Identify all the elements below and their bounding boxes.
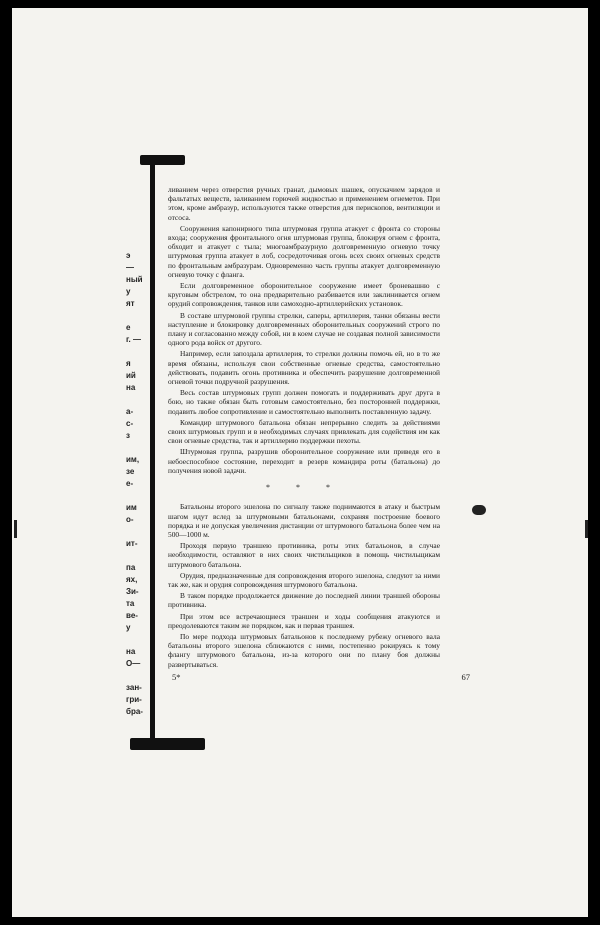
page-body-text [168,185,440,671]
margin-fragment: — [126,263,134,272]
paragraph: При этом все встречающиеся траншеи и ходы сообщения атакуются и преодолеваются таким же порядком, как и первая траншея. [168,611,440,630]
cut-off-margin-text [126,250,162,718]
paragraph: Например, если запоздала артиллерия, то стрелки должны помочь ей, но в то же время обязаны, используя свои собственные огневые средства, самостоятельно действовать, подавить огонь противника и обеспечить разрушение долговременной огневой точки подручной разрушения. [168,349,440,387]
margin-fragment [126,634,162,646]
margin-fragment: зе [126,467,135,476]
margin-fragment: бра- [126,707,143,716]
margin-fragment: ный [126,275,143,284]
margin-fragment: ях, [126,575,138,584]
scan-speck [14,520,17,538]
paragraph: В составе штурмовой группы стрелки, саперы, артиллерия, танки обязаны вести наступление и блокировку долговременных оборонительных сооружений строго по плану и согласованно между собой, ни в коем случае не создавая полной зависимости одного рода войск от другого. [168,310,440,348]
margin-fragment [126,394,162,406]
paragraph: Батальоны второго эшелона по сигналу также поднимаются в атаку и быстрым шагом идут вслед за штурмовыми батальонами, сохраняя построение боевого порядка и не допуская увеличения дистанции от штурмового батальона более чем на 500—1000 м. [168,502,440,539]
margin-fragment [126,310,162,322]
margin-fragment: ве- [126,611,138,620]
margin-fragment: я [126,359,131,368]
margin-fragment: О— [126,659,141,668]
margin-fragment: о- [126,515,134,524]
margin-fragment: ят [126,299,135,308]
margin-fragment: е [126,323,131,332]
margin-fragment [126,670,162,682]
paragraph: Орудия, предназначенные для сопровождения второго эшелона, следуют за ними так же, как и орудия сопровождения штурмового батальона. [168,570,440,589]
margin-fragment: па [126,563,136,572]
section-separator: * * * [266,483,342,493]
paragraph: Весь состав штурмовых групп должен помогать и поддерживать друг друга в бою, но также обязан быть готовым самостоятельно, без посторонней поддержки, подавить любое сопротивление и самостоятельно выполнить поставленную задачу. [168,388,440,416]
margin-fragment: та [126,599,135,608]
paragraph: Командир штурмового батальона обязан непрерывно следить за действиями своих штурмовых групп и в необходимых случаях привлекать для содействия им как свои огневые средства, так и артиллерию поддержки пехоты. [168,417,440,446]
page-number: 67 [461,672,470,682]
margin-fragment [126,550,162,562]
margin-fragment: с- [126,419,134,428]
paragraph: В таком порядке продолжается движение до последней линии траншей обороны противника. [168,591,440,610]
margin-fragment: на [126,383,136,392]
signature-mark: 5* [172,672,181,682]
margin-binding-mark-top [140,155,185,165]
margin-fragment: е- [126,479,134,488]
page-footer [172,672,470,684]
margin-fragment: ит- [126,539,138,548]
margin-fragment: г. — [126,335,141,344]
margin-binding-mark-bottom [130,738,205,750]
margin-fragment [126,346,162,358]
paragraph: ливанием через отверстия ручных гранат, дымовых шашек, опускачием зарядов и фальтатых веществ, заливанием горючей жидкостью и применением огнеметов. При этом, кроме амбразур, используются также отверстия для перископов, вентиляции и отсоса. [168,185,440,222]
paragraph-group-2 [168,502,440,668]
paragraph: Сооружения капонирного типа штурмовая группа атакует с фронта со стороны входа; сооружения фронтального огня штурмовая группа, блокируя огнем с фронта, обходит и атакует с тыла; многоамбразурную долговременную огневую точку штурмовая группа атакует в лоб, сосредоточивая огонь всех своих огневых средств по фронтальным амбразурам. Одновременно часть группы атакует долговременную огневую точку с фланга. [168,223,440,279]
paragraph: Штурмовая группа, разрушив оборонительное сооружение или приведя его в небоеспособное состояние, переходит в резерв командира роты (батальона) до получения новой задачи. [168,447,440,475]
margin-fragment: а- [126,407,134,416]
paragraph: Если долговременное оборонительное сооружение имеет броневашню с круговым обстрелом, то она предварительно разбивается или заклинивается огнем орудий сопровождения, танков или самоходно-артиллерийских установок. [168,281,440,309]
margin-fragment: э [126,251,131,260]
margin-fragment: им, [126,455,140,464]
margin-fragment [126,490,162,502]
margin-fragment: з [126,431,130,440]
margin-fragment: у [126,623,131,632]
margin-fragment: им [126,503,137,512]
scan-speck [585,520,588,538]
margin-fragment: Зи- [126,587,139,596]
paragraph: По мере подхода штурмовых батальонов к последнему рубежу огневого вала батальоны второго эшелона сближаются с ними, постепенно рокируясь к тому флангу штурмового батальона, из-за которого они по плану боя должны развертываться. [168,631,440,669]
margin-fragment [126,526,162,538]
margin-fragment [126,442,162,454]
scan-speck [472,505,486,515]
margin-fragment: у [126,287,131,296]
paragraph: Проходя первую траншею противника, роты этих батальонов, в случае необходимости, оставляют в них своих чистильщиков в помощь чистильщикам штурмового батальона. [168,541,440,569]
paragraph-group-1 [168,185,440,475]
margin-fragment: на [126,647,136,656]
margin-fragment: ий [126,371,136,380]
margin-fragment: гри- [126,695,142,704]
margin-fragment: зан- [126,683,142,692]
